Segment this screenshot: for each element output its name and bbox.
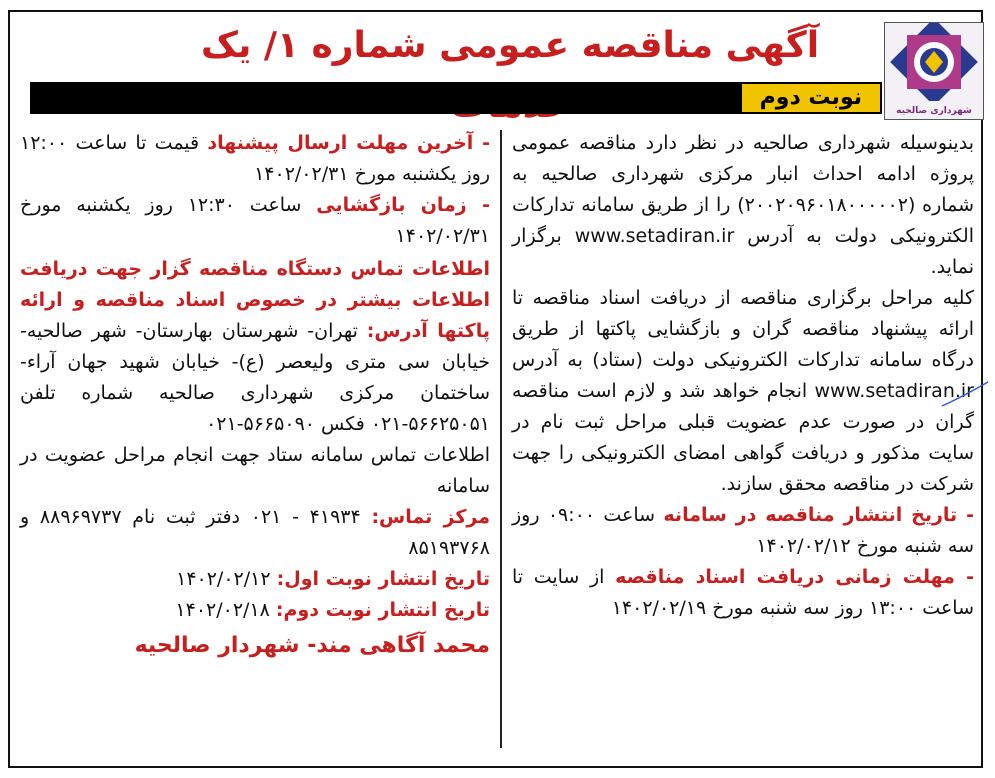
first-round-date: ۱۴۰۲/۰۲/۱۲ xyxy=(176,568,271,590)
opening-label: - زمان بازگشایی xyxy=(316,194,490,216)
second-round-date: ۱۴۰۲/۰۲/۱۸ xyxy=(175,599,270,621)
notice-title: آگهی مناقصه عمومی شماره ۱/ یک xyxy=(200,25,820,66)
municipality-seal-icon xyxy=(885,23,983,101)
first-round-label: تاریخ انتشار نوبت اول: xyxy=(276,568,490,590)
docs-deadline-label: - مهلت زمانی دریافت اسناد مناقصه xyxy=(615,566,974,588)
bid-deadline-label: - آخرین مهلت ارسال پیشنهاد xyxy=(207,132,490,154)
intro-paragraph: بدینوسیله شهرداری صالحیه در نظر دارد مناقصه عمومی پروژه ادامه احداث انبار مرکزی شهرداری صالحیه به شماره (۲۰۰۲۰۹۶۰۱۸۰۰۰۰۰۲) را از طریق سامانه تدارکات الکترونیکی دولت به آدرس www.setadiran.ir برگزار نماید. xyxy=(512,132,974,278)
opening-value: ساعت ۱۲:۳۰ روز یکشنبه مورخ ۱۴۰۲/۰۲/۳۱ xyxy=(20,194,490,247)
publish-label: - تاریخ انتشار مناقصه در سامانه xyxy=(663,504,974,526)
contact-heading: اطلاعات تماس دستگاه مناقصه گزار جهت دریافت اطلاعات بیشتر در خصوص اسناد مناقصه و ارائه پاکتها آدرس: xyxy=(20,258,490,342)
publish-value: ساعت ۰۹:۰۰ روز سه شنبه مورخ ۱۴۰۲/۰۲/۱۲ xyxy=(512,504,974,557)
docs-deadline-value: از سایت تا ساعت ۱۳:۰۰ روز سه شنبه مورخ ۱۴۰۲/۰۲/۱۹ xyxy=(512,566,974,619)
address-text: تهران- شهرستان بهارستان- شهر صالحیه- خیابان سی متری ولیعصر (ع)- خیابان شهید جهان آراء- ساختمان مرکزی شهرداری صالحیه شماره تلفن ۵۶۶۲۵۰۵۱-۰۲۱ فکس ۵۶۶۵۰۹۰-۰۲۱ xyxy=(20,320,490,435)
logo-caption: شهرداری صالحیه xyxy=(896,106,972,116)
municipality-logo xyxy=(884,22,984,120)
bid-deadline-value: قیمت تا ساعت ۱۲:۰۰ روز یکشنبه مورخ ۱۴۰۲/۰۲/۳۱ xyxy=(20,132,490,185)
call-center-value: ۴۱۹۳۴ - ۰۲۱ دفتر ثبت نام ۸۸۹۶۹۷۳۷ و ۸۵۱۹۳۷۶۸ xyxy=(20,506,490,559)
process-paragraph: کلیه مراحل برگزاری مناقصه از دریافت اسناد مناقصه تا ارائه پیشنهاد مناقصه گران و بازگشایی پاکتها از طریق درگاه سامانه تدارکات الکترونیکی دولت (ستاد) به آدرس www.setadiran.ir انجام خواهد شد و لازم است مناقصه گران در صورت عدم عضویت قبلی مراحل ثبت نام در سایت مذکور و دریافت گواهی امضای الکترونیکی را جهت شرکت در مناقصه محقق سازند. xyxy=(512,287,974,495)
setad-info: اطلاعات تماس سامانه ستاد جهت انجام مراحل عضویت در سامانه xyxy=(20,444,490,497)
signature: محمد آگاهی مند- شهردار صالحیه xyxy=(134,633,490,658)
column-divider xyxy=(500,130,502,748)
round-badge: نوبت دوم xyxy=(740,82,882,114)
left-column xyxy=(20,128,490,662)
call-center-label: مرکز تماس: xyxy=(371,506,491,528)
right-column xyxy=(512,128,974,624)
round-bar xyxy=(30,82,882,114)
pen-mark-decoration xyxy=(940,380,990,408)
second-round-label: تاریخ انتشار نوبت دوم: xyxy=(275,599,490,621)
